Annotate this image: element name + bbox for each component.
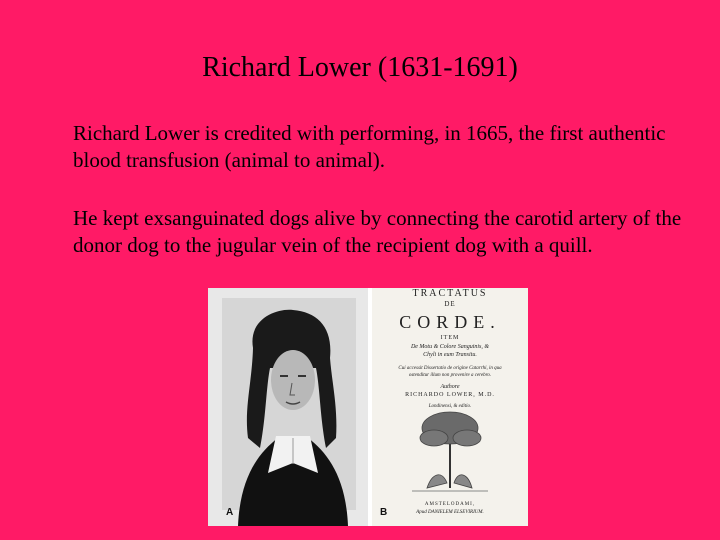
title-page-line: De Motu & Colore Sanguinis, & — [410, 344, 490, 350]
printer-emblem-image — [372, 288, 528, 526]
title-page-line: Apud DANIELEM ELSEVIRIUM. — [416, 510, 484, 515]
title-page-line: ITEM — [440, 335, 460, 341]
paragraph-dogs: He kept exsanguinated dogs alive by connecting the carotid artery of the donor dog to the jugular vein of the recipient dog with a quill. — [73, 206, 682, 257]
title-page-line: DE — [444, 300, 456, 308]
title-page-line: TRACTATUS — [412, 288, 488, 299]
panel-b-label: B — [380, 507, 388, 518]
title-page-line: Cui accessit Dissertatio de origine Catarrhi, in qua — [398, 366, 502, 371]
title-page-line: AMSTELODAMI, — [424, 502, 476, 507]
portrait-panel — [208, 288, 368, 526]
title-page-line: ostenditur illum non provenire a cerebro. — [408, 373, 492, 378]
paragraph-transfusion: Richard Lower is credited with performing, in 1665, the first authentic blood transfusion (animal to animal). — [73, 121, 666, 172]
figure-image — [208, 288, 528, 526]
title-page-panel — [372, 288, 528, 526]
title-page-line: RICHARDO LOWER, M.D. — [405, 392, 495, 398]
portrait-image — [208, 288, 368, 526]
panel-a-label: A — [226, 507, 234, 518]
title-page-line: Chyli in eum Transitu. — [423, 352, 477, 358]
slide-title: Richard Lower (1631-1691) — [202, 52, 518, 83]
title-page-line: Londinensi, & editio. — [428, 404, 472, 409]
title-page-line: Authore — [440, 384, 460, 390]
title-page-line: CORDE. — [399, 312, 501, 332]
